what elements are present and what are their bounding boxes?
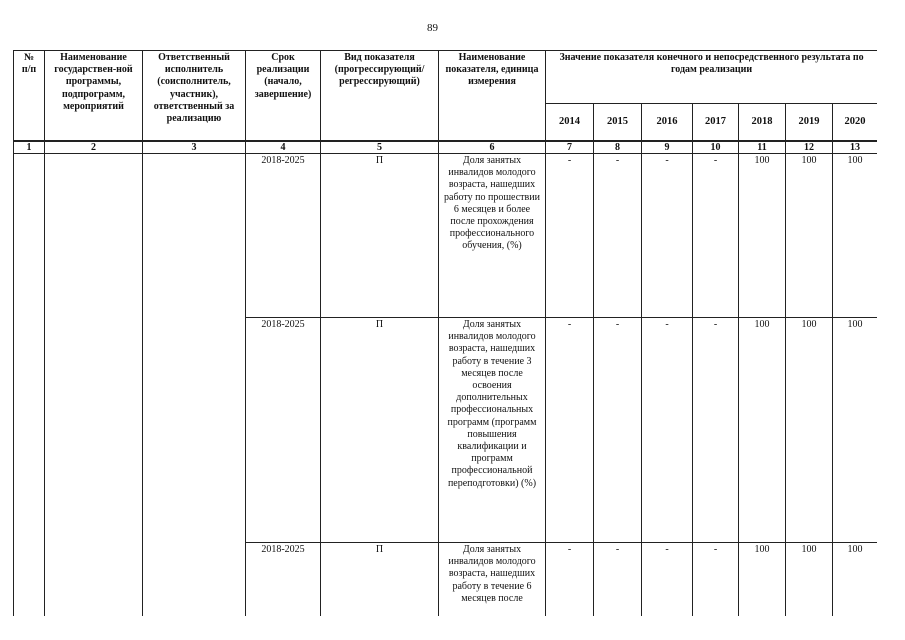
- page-number: 89: [427, 22, 438, 34]
- cell-value: 100: [739, 543, 786, 617]
- column-number: 1: [14, 141, 45, 154]
- column-number: 9: [642, 141, 693, 154]
- cell-value: -: [594, 318, 642, 543]
- cell-value: -: [693, 154, 739, 318]
- cell-value: 100: [786, 543, 833, 617]
- document-sheet: [13, 50, 877, 616]
- header-year: 2014: [546, 104, 594, 142]
- cell-period: 2018-2025: [246, 154, 321, 318]
- column-number: 12: [786, 141, 833, 154]
- header-year: 2017: [693, 104, 739, 142]
- cell-type: П: [321, 318, 439, 543]
- cell-program-name: [45, 154, 143, 617]
- column-number: 4: [246, 141, 321, 154]
- column-number: 7: [546, 141, 594, 154]
- cell-num: [14, 154, 45, 617]
- header-num: № п/п: [14, 51, 45, 142]
- column-number: 2: [45, 141, 143, 154]
- cell-value: -: [546, 154, 594, 318]
- header-year: 2018: [739, 104, 786, 142]
- cell-type: П: [321, 543, 439, 617]
- header-year: 2020: [833, 104, 878, 142]
- column-number: 10: [693, 141, 739, 154]
- cell-value: -: [594, 154, 642, 318]
- cell-value: 100: [833, 543, 878, 617]
- column-number: 3: [143, 141, 246, 154]
- cell-value: 100: [739, 154, 786, 318]
- cell-value: -: [642, 318, 693, 543]
- cell-value: -: [594, 543, 642, 617]
- header-executor: Ответственный исполнитель (соисполнитель, участник), ответственный за реализацию: [143, 51, 246, 142]
- cell-executor: [143, 154, 246, 617]
- header-period: Срок реализации (начало, завершение): [246, 51, 321, 142]
- column-number: 6: [439, 141, 546, 154]
- cell-value: -: [546, 543, 594, 617]
- column-number: 8: [594, 141, 642, 154]
- cell-value: -: [693, 318, 739, 543]
- cell-value: -: [642, 543, 693, 617]
- cell-value: 100: [833, 154, 878, 318]
- cell-indicator: Доля занятых инвалидов молодого возраста, нашедших работу в течение 6 месяцев после: [439, 543, 546, 617]
- cell-value: -: [693, 543, 739, 617]
- header-year: 2019: [786, 104, 833, 142]
- cell-period: 2018-2025: [246, 543, 321, 617]
- table-row: [14, 154, 878, 318]
- header-values-group: Значение показателя конечного и непосредственного результата по годам реализации: [546, 51, 878, 104]
- header-name: Наименование государствен-ной программы, подпрограмм, мероприятий: [45, 51, 143, 142]
- column-number: 13: [833, 141, 878, 154]
- column-number: 5: [321, 141, 439, 154]
- cell-value: 100: [833, 318, 878, 543]
- cell-value: 100: [786, 318, 833, 543]
- header-indicator-name: Наименование показателя, единица измерения: [439, 51, 546, 142]
- header-year: 2016: [642, 104, 693, 142]
- header-indicator-type: Вид показателя (прогрессирующий/ регрессирующий): [321, 51, 439, 142]
- cell-indicator: Доля занятых инвалидов молодого возраста, нашедших работу в течение 3 месяцев после освоения дополнительных профессиональных программ (программ повышения квалификации и программ профессиональной переподготовки) (%): [439, 318, 546, 543]
- cell-period: 2018-2025: [246, 318, 321, 543]
- cell-value: -: [642, 154, 693, 318]
- cell-value: -: [546, 318, 594, 543]
- column-number-row: [14, 141, 878, 154]
- cell-indicator: Доля занятых инвалидов молодого возраста, нашедших работу по прошествии 6 месяцев и более после прохождения профессионального обучения, (%): [439, 154, 546, 318]
- cell-type: П: [321, 154, 439, 318]
- cell-value: 100: [786, 154, 833, 318]
- column-number: 11: [739, 141, 786, 154]
- header-year: 2015: [594, 104, 642, 142]
- indicators-table: [13, 50, 877, 616]
- cell-value: 100: [739, 318, 786, 543]
